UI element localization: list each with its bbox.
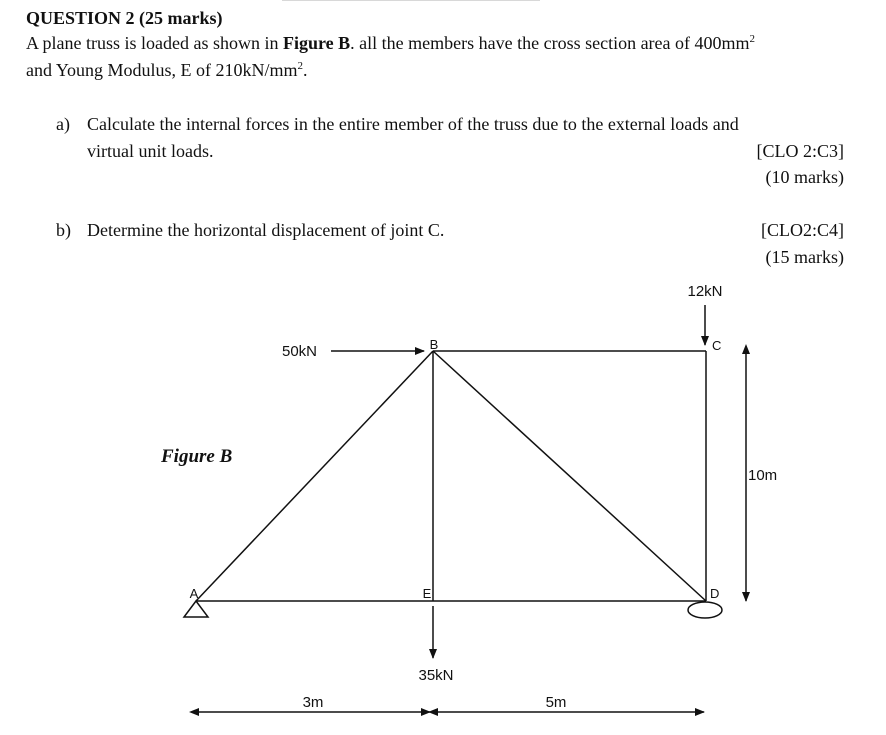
question-line-1-start: A plane truss is loaded as shown in [26,33,283,53]
dimension-label-5m: 5m [545,694,567,711]
joint-label-d: D [710,586,720,601]
part-a-marks: (10 marks) [765,167,844,187]
question-line-2-end: . [303,60,308,80]
area-exponent: 2 [749,33,756,45]
pin-support-icon [184,601,208,617]
modulus-exponent: 2 [297,60,304,72]
load-label-35kn: 35kN [418,667,454,684]
member-bd [433,351,706,601]
part-a-label: a) [56,114,70,134]
roller-support-icon [688,602,722,618]
question-line-1-end: . all the members have the cross section area of 400mm [350,33,750,53]
question-title: QUESTION 2 (25 marks) [26,8,223,28]
part-b-label: b) [56,220,71,240]
question-line-2-start: and Young Modulus, E of 210kN/mm [26,60,298,80]
part-b-text: Determine the horizontal displacement of joint C. [87,220,445,240]
figure-caption: Figure B [161,446,233,467]
part-a-clo: [CLO 2:C3] [756,141,844,161]
part-b-marks: (15 marks) [765,247,844,267]
member-ab [196,351,433,601]
part-a-line-2: virtual unit loads. [87,141,214,161]
load-label-12kn: 12kN [687,283,723,300]
dimension-label-10m: 10m [748,467,778,484]
part-b-clo: [CLO2:C4] [761,220,844,240]
joint-label-e: E [422,586,432,601]
joint-label-a: A [189,586,199,601]
dimension-label-3m: 3m [302,694,324,711]
load-label-50kn: 50kN [282,343,318,360]
part-a-line-1: Calculate the internal forces in the entire member of the truss due to the external loads and [87,114,739,134]
figure-reference: Figure B [282,33,351,53]
joint-label-c: C [712,338,722,353]
joint-label-b: B [429,337,439,352]
